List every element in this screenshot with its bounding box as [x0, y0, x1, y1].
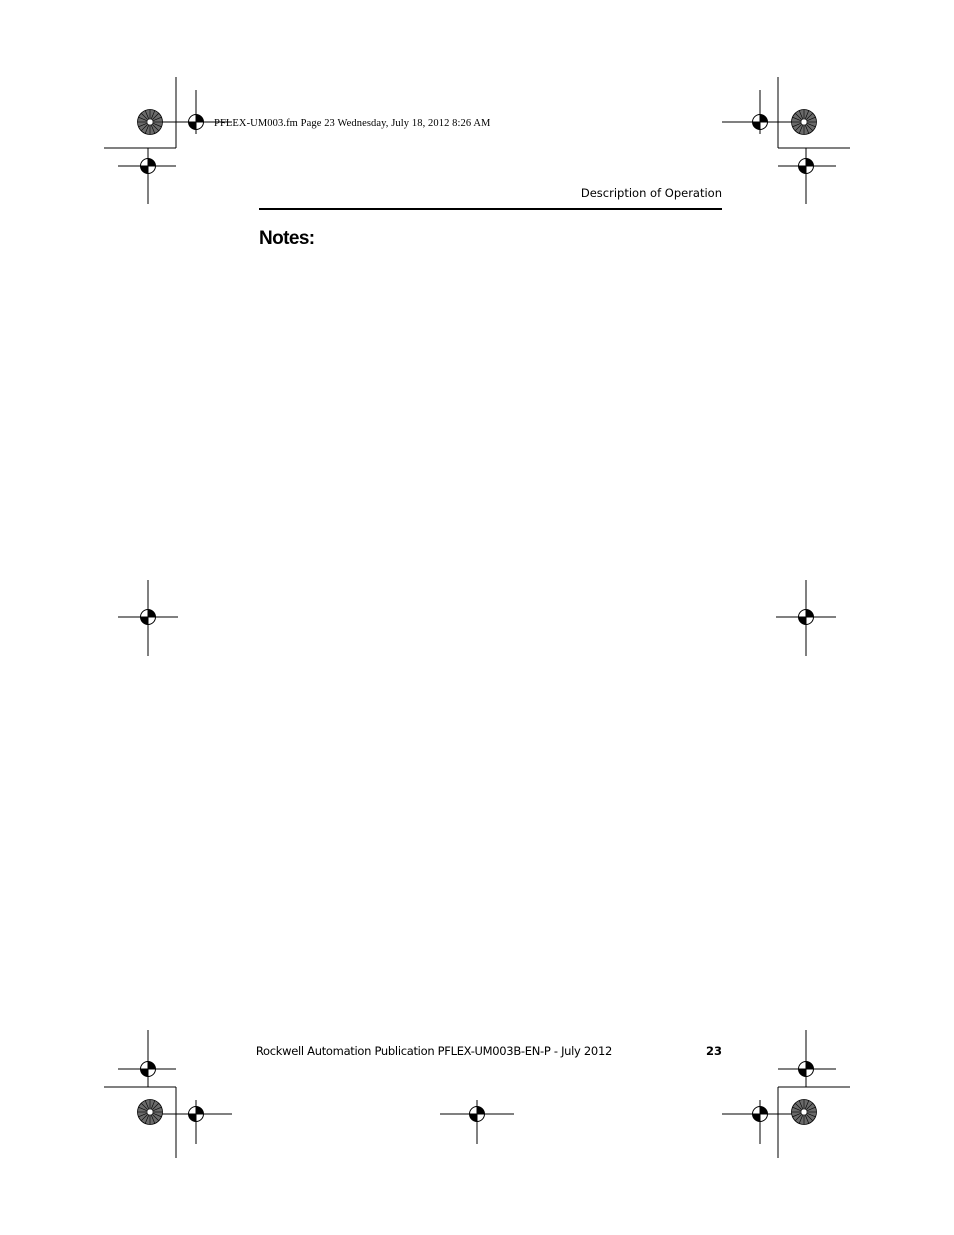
- header-rule: [259, 208, 722, 210]
- slug-line: PFLEX-UM003.fm Page 23 Wednesday, July 18, 2012 8:26 AM: [214, 118, 491, 129]
- running-header-title: Description of Operation: [580, 186, 722, 200]
- page-number: 23: [705, 1044, 722, 1058]
- notes-heading: Notes:: [259, 228, 315, 249]
- footer-publication: Rockwell Automation Publication PFLEX-UM003B-EN-P - July 2012: [255, 1044, 612, 1058]
